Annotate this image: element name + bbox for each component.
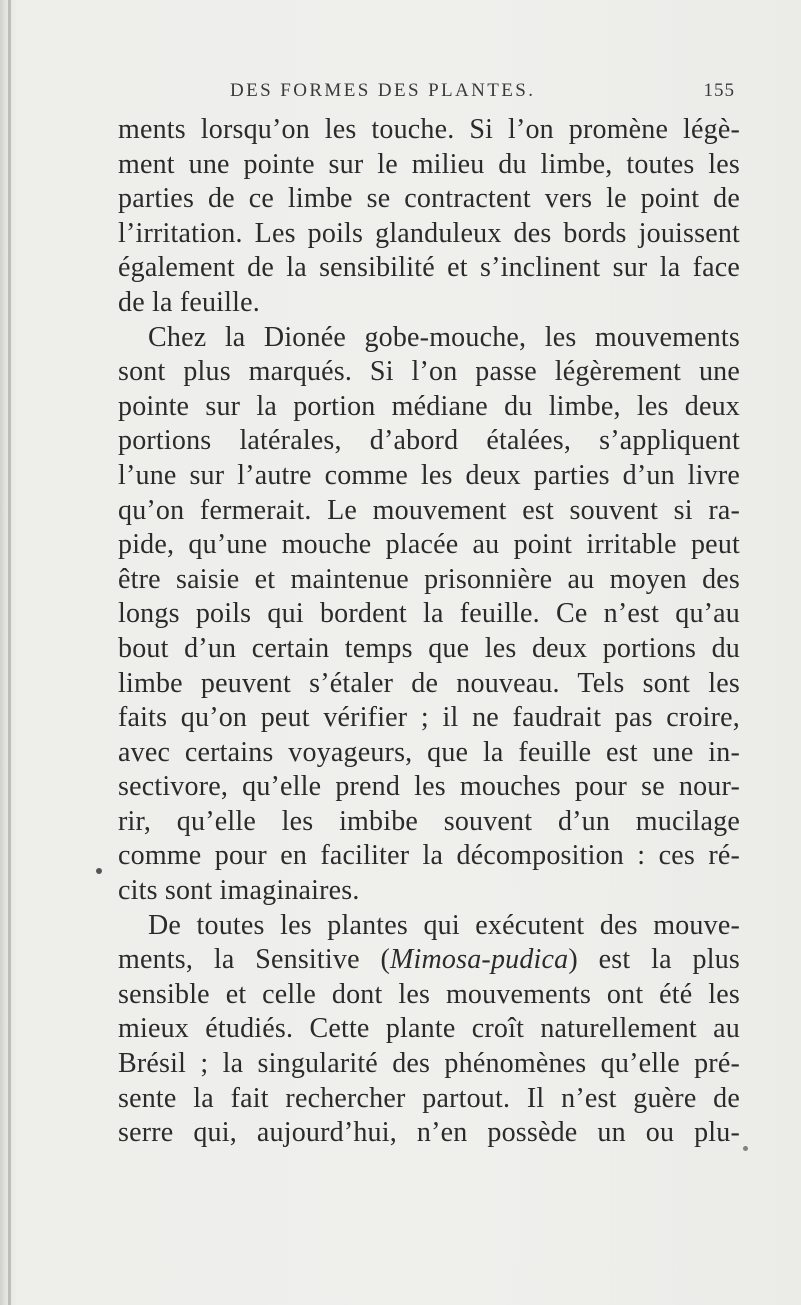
text-line: qu’on fermerait. Le mouvement est souvent si ra- [118,494,740,526]
text-line: ment une pointe sur le milieu du limbe, toutes les [118,148,740,180]
text-line: limbe peuvent s’étaler de nouveau. Tels sont les [118,667,740,699]
text-line: serre qui, aujourd’hui, n’en possède un ou plu- [118,1117,740,1149]
text-line: portions latérales, d’abord étalées, s’appliquent [118,425,740,457]
text-line: Brésil ; la singularité des phénomènes qu’elle pré- [118,1048,740,1080]
body-text [118,113,740,1151]
text-line: également de la sensibilité et s’inclinent sur la face [118,252,740,284]
text-line: rir, qu’elle les imbibe souvent d’un mucilage [118,805,740,837]
text-line: cits sont imaginaires. [118,875,360,907]
paragraph-start-line: De toutes les plantes qui exécutent des mouve- [148,909,740,941]
text-line: de la feuille. [118,286,260,318]
species-name: Mimosa-pudica [390,944,569,976]
paragraph-start-line: Chez la Dionée gobe-mouche, les mouvements [148,321,740,353]
text-line: l’irritation. Les poils glanduleux des bords jouissent [118,217,740,249]
text-line: sente la fait rechercher partout. Il n’est guère de [118,1082,740,1114]
text-line: pide, qu’une mouche placée au point irritable peut [118,529,740,561]
text-line: l’une sur l’autre comme les deux parties d’un livre [118,459,740,491]
text-line: faits qu’on peut vérifier ; il ne faudrait pas croire, [118,702,740,734]
running-head-title: DES FORMES DES PLANTES. [230,80,536,101]
text-line: longs poils qui bordent la feuille. Ce n’est qu’au [118,598,740,630]
text-line: sont plus marqués. Si l’on passe légèrement une [118,356,740,388]
text-line: être saisie et maintenue prisonnière au moyen des [118,563,740,595]
text-line: sensible et celle dont les mouvements ont été les [118,978,740,1010]
text-line: sectivore, qu’elle prend les mouches pour se nour- [118,771,740,803]
text-run: ) est la plus [568,944,740,976]
text-line-with-italic [118,943,740,978]
ink-speck [96,868,102,874]
running-head [95,80,735,106]
text-line: avec certains voyageurs, que la feuille est une in- [118,736,740,768]
text-line: ments lorsqu’on les touche. Si l’on promène légè- [118,114,740,145]
page-number: 155 [703,80,735,101]
binding-gutter [8,0,11,1305]
ink-speck [743,1146,748,1151]
text-line: comme pour en faciliter la décomposition : ces ré- [118,840,740,872]
text-line: bout d’un certain temps que les deux portions du [118,632,740,664]
text-line: pointe sur la portion médiane du limbe, les deux [118,390,740,422]
text-line: parties de ce limbe se contractent vers le point de [118,183,740,215]
text-run: ments, la Sensitive ( [118,944,390,976]
text-line: mieux étudiés. Cette plante croît naturellement au [118,1013,740,1045]
